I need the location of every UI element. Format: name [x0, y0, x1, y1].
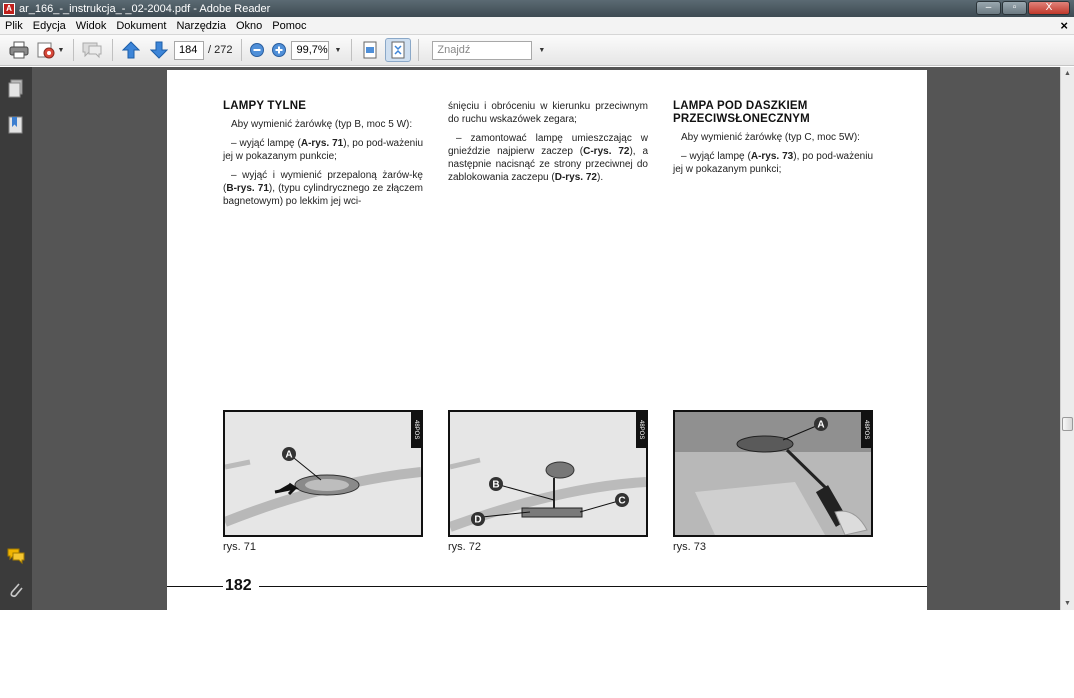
fit-page-button[interactable]: [385, 38, 411, 62]
text-column-1: [223, 100, 423, 214]
comment-button[interactable]: [79, 38, 105, 62]
comments-icon[interactable]: [7, 545, 25, 565]
figure-tag: 48POS: [411, 412, 421, 448]
figure-label: B: [492, 479, 500, 491]
minimize-button[interactable]: –: [976, 1, 1001, 15]
menu-dokument[interactable]: Dokument: [116, 19, 167, 32]
pdf-page: [167, 70, 927, 610]
paragraph: – wyjąć lampę (A-rys. 73), po pod-ważeniu jej w pokazanym punkci;: [673, 151, 874, 175]
navigation-pane: [0, 67, 32, 610]
pages-icon[interactable]: [7, 79, 25, 99]
tail-lamp-photo: [225, 412, 421, 535]
chevron-down-icon: ▼: [57, 46, 65, 54]
figure-tag: 48POS: [861, 412, 871, 448]
fit-width-icon: [361, 41, 379, 59]
share-button[interactable]: [34, 38, 66, 62]
text-column-3: [673, 100, 873, 182]
maximize-button[interactable]: ▫: [1002, 1, 1027, 15]
section-heading-lampy-tylne: LAMPY TYLNE: [223, 100, 307, 112]
window-title: ar_166_-_instrukcja_-_02-2004.pdf - Adobe Reader: [19, 2, 271, 15]
bookmarks-icon[interactable]: [7, 115, 25, 135]
print-button[interactable]: [6, 38, 32, 62]
figure-label: A: [817, 419, 825, 431]
tail-lamp-removal-photo: [450, 412, 646, 535]
scroll-up-icon[interactable]: ▲: [1064, 70, 1071, 77]
attachment-icon[interactable]: [7, 580, 25, 600]
figure-label: A: [285, 449, 293, 461]
figure-rys-73: [673, 410, 873, 537]
paragraph: – wyjąć lampę (A-rys. 71), po pod-ważeniu jej w pokazanym punkcie;: [223, 138, 424, 162]
page-number-input[interactable]: 184: [174, 41, 204, 60]
close-document-button[interactable]: ×: [1060, 18, 1068, 33]
section-heading-lampa-line1: LAMPA POD DASZKIEM: [673, 100, 808, 112]
menu-pomoc[interactable]: Pomoc: [272, 19, 307, 32]
arrow-down-icon: [150, 41, 168, 59]
figure-tag: 48POS: [636, 412, 646, 448]
zoom-in-icon: [271, 42, 287, 58]
fit-width-button[interactable]: [357, 38, 383, 62]
text-column-2: [448, 100, 648, 190]
speech-bubble-icon: [81, 41, 103, 59]
paragraph: – wyjąć i wymienić przepaloną żarów-kę (B-rys. 71), (typu cylindrycznego ze złączem bagnetowym) po lekkim jej wci-: [223, 170, 423, 207]
menu-plik[interactable]: Plik: [5, 19, 23, 32]
sun-visor-lamp-photo: [675, 412, 871, 535]
paragraph: – zamontować lampę umieszczając w gnieździe najpierw zaczep (C-rys. 72), a następnie nacisnąć ze strony przeciwnej do zablokowania zaczepu (D-rys. 72).: [448, 133, 649, 183]
figure-label: D: [474, 514, 482, 526]
page-number: 182: [225, 577, 252, 594]
figure-rys-72: [448, 410, 648, 537]
figure-label: C: [618, 495, 626, 507]
section-heading-lampa-line2: PRZECIWSŁONECZNYM: [673, 113, 810, 125]
zoom-in-button[interactable]: [269, 38, 289, 62]
menu-narzedzia[interactable]: Narzędzia: [176, 19, 226, 32]
zoom-out-icon: [249, 42, 265, 58]
previous-page-button[interactable]: [118, 38, 144, 62]
figure-caption-71: rys. 71: [223, 541, 257, 553]
paragraph: Aby wymienić żarówkę (typ B, moc 5 W):: [231, 119, 413, 130]
adobe-reader-icon: A: [3, 3, 15, 15]
find-dropdown-chevron-icon[interactable]: ▼: [538, 46, 546, 54]
close-window-button[interactable]: X: [1028, 1, 1070, 15]
title-bar: [0, 0, 1074, 17]
page-count: / 272: [208, 44, 233, 56]
paragraph: Aby wymienić żarówkę (typ C, moc 5W):: [681, 132, 860, 143]
figure-rys-71: [223, 410, 423, 537]
figure-caption-72: rys. 72: [448, 541, 482, 553]
fit-page-icon: [389, 41, 407, 59]
share-icon: [36, 41, 56, 59]
toolbar: [0, 35, 1074, 66]
paragraph: śnięciu i obróceniu w kierunku przeciwnym do ruchu wskazówek zegara;: [448, 101, 648, 125]
zoom-level-input[interactable]: 99,7%: [291, 41, 329, 60]
scrollbar-thumb[interactable]: [1062, 417, 1073, 431]
menu-bar: [0, 17, 1074, 35]
page-footer: [167, 578, 927, 594]
vertical-scrollbar[interactable]: [1060, 67, 1074, 610]
document-viewport[interactable]: [32, 67, 1060, 610]
zoom-out-button[interactable]: [247, 38, 267, 62]
arrow-up-icon: [122, 41, 140, 59]
printer-icon: [9, 41, 29, 59]
next-page-button[interactable]: [146, 38, 172, 62]
figure-caption-73: rys. 73: [673, 541, 707, 553]
menu-widok[interactable]: Widok: [75, 19, 107, 32]
scroll-down-icon[interactable]: ▼: [1064, 600, 1071, 607]
find-input[interactable]: Znajdź: [432, 41, 532, 60]
menu-okno[interactable]: Okno: [236, 19, 263, 32]
zoom-dropdown-chevron-icon[interactable]: ▼: [334, 46, 342, 54]
menu-edycja[interactable]: Edycja: [32, 19, 66, 32]
